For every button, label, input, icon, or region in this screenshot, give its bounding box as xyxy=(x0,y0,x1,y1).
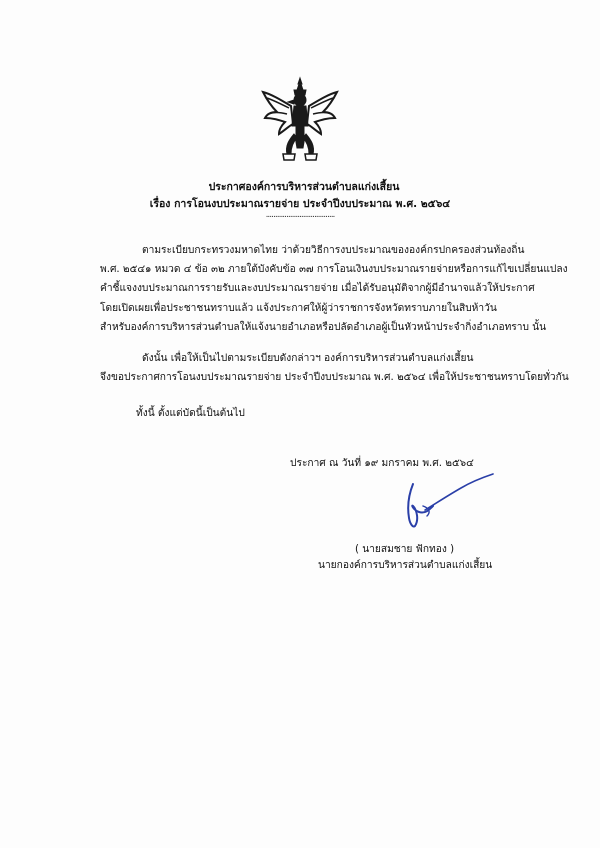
paragraph-line: โดยเปิดเผยเพื่อประชาชนทราบแล้ว แจ้งประกาศให้ผู้ว่าราชการจังหวัดทราบภายในสิบห้าวัน xyxy=(100,302,497,314)
signatory-position: นายกองค์การบริหารส่วนตำบลแก่งเสี้ยน xyxy=(318,560,493,571)
paragraph-line: ดังนั้น เพื่อให้เป็นไปตามระเบียบดังกล่าวฯ องค์การบริหารส่วนตำบลแก่งเสี้ยน xyxy=(142,353,474,364)
body-paragraph-1 xyxy=(100,241,568,337)
announcement-subject: เรื่อง การโอนงบประมาณรายจ่าย ประจำปีงบประมาณ พ.ศ. ๒๕๖๔ xyxy=(149,198,451,210)
paragraph-line: ตามระเบียบกระทรวงมหาดไทย ว่าด้วยวิธีการงบประมาณขององค์กรปกครองส่วนท้องถิ่น xyxy=(142,245,525,256)
signatory-name: ( นายสมชาย ฟักทอง ) xyxy=(355,544,455,555)
paragraph-line: สำหรับองค์การบริหารส่วนตำบลให้แจ้งนายอำเภอหรือปลัดอำเภอผู้เป็นหัวหน้าประจำกิ่งอำเภอทราบ นั้น xyxy=(100,321,547,333)
announcement-title: ประกาศองค์การบริหารส่วนตำบลแก่งเสี้ยน xyxy=(208,181,400,193)
title-separator: ..................................... xyxy=(265,210,335,220)
body-paragraph-2 xyxy=(100,349,569,387)
announcement-date: ประกาศ ณ วันที่ ๑๙ มกราคม พ.ศ. ๒๕๖๔ xyxy=(290,458,474,469)
garuda-emblem-icon xyxy=(261,76,339,162)
paragraph-line: จึงขอประกาศการโอนงบประมาณรายจ่าย ประจำปีงบประมาณ พ.ศ. ๒๕๖๔ เพื่อให้ประชาชนทราบโดยทั่วกัน xyxy=(100,372,569,384)
body-paragraph-3: ทั้งนี้ ตั้งแต่บัดนี้เป็นต้นไป xyxy=(136,408,245,419)
paragraph-line: คำชี้แจงงบประมาณการรายรับและงบประมาณรายจ่าย เมื่อได้รับอนุมัติจากผู้มีอำนาจแล้วให้ประกาศ xyxy=(100,283,535,295)
handwritten-signature xyxy=(395,470,505,540)
paragraph-line: พ.ศ. ๒๕๔๑ หมวด ๔ ข้อ ๓๒ ภายใต้บังคับข้อ ๓๗ การโอนเงินงบประมาณรายจ่ายหรือการแก้ไขเปลี่ยนแปลง xyxy=(100,264,568,276)
